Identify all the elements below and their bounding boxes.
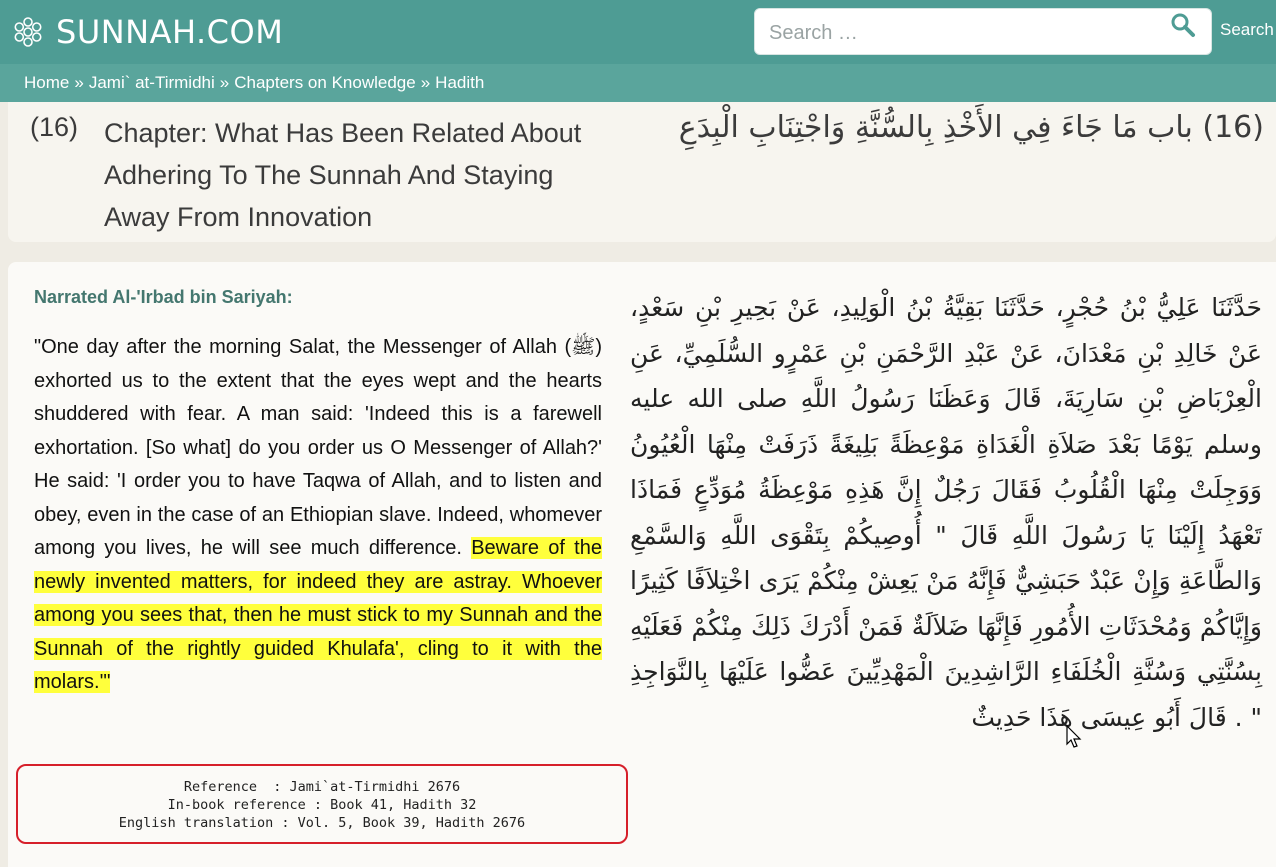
site-name[interactable]: SUNNAH.COM xyxy=(56,13,284,51)
breadcrumb-separator: » xyxy=(219,73,230,92)
sunnah-emblem-icon xyxy=(10,14,46,50)
site-logo[interactable] xyxy=(10,11,283,53)
hadith-narrator: Narrated Al-'Irbad bin Sariyah: xyxy=(34,287,293,307)
hadith-english-text xyxy=(34,331,602,700)
english-translation-line: English translation : Vol. 5, Book 39, Hadith 2676 xyxy=(118,815,526,831)
breadcrumb-bar xyxy=(0,64,1276,102)
english-text-highlighted: Beware of the newly invented matters, for indeed they are astray. Whoever among you sees that, then he must stick to my Sunnah and the Sunnah of the rightly guided Khulafa', cling to it with the molars.'" xyxy=(34,537,602,693)
reference-box xyxy=(16,764,628,844)
in-book-reference-line: In-book reference : Book 41, Hadith 32 xyxy=(167,797,477,813)
breadcrumb-separator: » xyxy=(74,73,84,92)
reference-line: Reference : Jami`at-Tirmidhi 2676 xyxy=(183,779,461,795)
top-navigation-bar xyxy=(0,0,1276,64)
breadcrumb-current: Hadith xyxy=(435,73,485,92)
search-icon[interactable] xyxy=(1170,12,1196,38)
english-text-plain: "One day after the morning Salat, the Messenger of Allah (ﷺ) exhorted us to the extent that the eyes wept and the hearts shuddered with fear. A man said: 'Indeed this is a farewell exhortation. [So what] do you order us O Messenger of Allah?' He said: 'I order you to have Taqwa of Allah, and to listen and obey, even in the case of an Ethiopian slave. Indeed, whomever among you lives, he will see much difference. xyxy=(34,336,602,559)
hadith-arabic-text: حَدَّثَنَا عَلِيُّ بْنُ حُجْرٍ، حَدَّثَنَا بَقِيَّةُ بْنُ الْوَلِيدِ، عَنْ بَحِيرِ بْنِ سَعْدٍ، عَنْ خَالِدِ بْنِ مَعْدَانَ، عَنْ عَبْدِ الرَّحْمَنِ بْنِ عَمْرٍو السُّلَمِيِّ، عَنِ الْعِرْبَاضِ بْنِ سَارِيَةَ، قَالَ وَعَظَنَا رَسُولُ اللَّهِ صلى الله عليه وسلم يَوْمًا بَعْدَ صَلاَةِ الْغَدَاةِ مَوْعِظَةً بَلِيغَةً ذَرَفَتْ مِنْهَا الْعُيُونُ وَوَجِلَتْ مِنْهَا الْقُلُوبُ فَقَالَ رَجُلٌ إِنَّ هَذِهِ مَوْعِظَةُ مُوَدِّعٍ فَمَاذَا تَعْهَدُ إِلَيْنَا يَا رَسُولَ اللَّهِ قَالَ " أُوصِيكُمْ بِتَقْوَى اللَّهِ وَالسَّمْعِ وَالطَّاعَةِ وَإِنْ عَبْدٌ حَبَشِيٌّ فَإِنَّهُ مَنْ يَعِشْ مِنْكُمْ يَرَى اخْتِلاَفًا كَثِيرًا وَإِيَّاكُمْ وَمُحْدَثَاتِ الأُمُورِ فَإِنَّهَا ضَلاَلَةٌ فَمَنْ أَدْرَكَ ذَلِكَ مِنْكُمْ فَعَلَيْهِ بِسُنَّتِي وَسُنَّةِ الْخُلَفَاءِ الرَّاشِدِينَ الْمَهْدِيِّينَ عَضُّوا عَلَيْهَا بِالنَّوَاجِذِ " . قَالَ أَبُو عِيسَى هَذَا حَدِيثٌ xyxy=(630,293,1262,732)
search-input[interactable] xyxy=(769,19,1149,47)
search-box[interactable] xyxy=(754,8,1212,55)
breadcrumb-collection[interactable]: Jami` at-Tirmidhi xyxy=(88,73,215,92)
chapter-title: Chapter: What Has Been Related About Adhering To The Sunnah And Staying Away From Innovation xyxy=(104,118,582,232)
mouse-cursor-icon xyxy=(1066,725,1082,749)
breadcrumb-separator: » xyxy=(420,73,431,92)
search-button[interactable]: Search xyxy=(1220,20,1274,39)
breadcrumb-home[interactable]: Home xyxy=(24,73,70,92)
chapter-number: (16) xyxy=(30,112,79,142)
chapter-arabic-title: (16) باب مَا جَاءَ فِي الأَخْذِ بِالسُّنَّةِ وَاجْتِنَابِ الْبِدَعِ xyxy=(678,110,1264,145)
breadcrumb-book[interactable]: Chapters on Knowledge xyxy=(234,73,416,92)
breadcrumb xyxy=(24,73,484,93)
